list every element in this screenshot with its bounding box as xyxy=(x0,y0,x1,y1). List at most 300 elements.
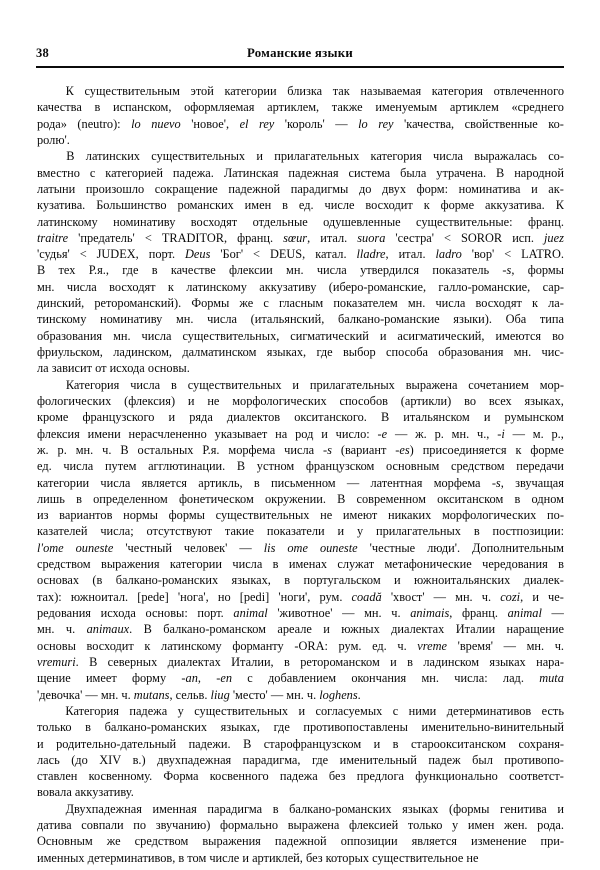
text-run: 'честные xyxy=(369,540,416,555)
text-run: парадигмы xyxy=(290,181,349,196)
word xyxy=(76,540,114,556)
text-run: сохраня- xyxy=(518,736,564,751)
word xyxy=(184,99,254,115)
text-run: и xyxy=(531,181,538,196)
word xyxy=(357,523,363,539)
word xyxy=(156,817,211,833)
example-italic: lladre xyxy=(356,247,386,262)
text-run: кузатива. xyxy=(37,198,86,213)
text-line xyxy=(37,752,564,768)
text-run: < xyxy=(79,247,87,262)
word xyxy=(423,654,479,670)
text-line xyxy=(37,181,564,197)
text-run: числа xyxy=(207,312,238,327)
text-run: косвенному. xyxy=(88,769,153,784)
word xyxy=(507,621,564,637)
text-run: средством xyxy=(37,557,91,572)
text-run: и xyxy=(298,703,306,718)
text-run: итальянском xyxy=(403,410,470,425)
word xyxy=(267,344,306,360)
text-run: (флексия) xyxy=(124,393,176,408)
word xyxy=(303,572,380,588)
text-run: сар- xyxy=(542,279,564,294)
text-run: тах): xyxy=(37,589,62,604)
text-run: — xyxy=(394,426,408,441)
word xyxy=(436,165,486,181)
word xyxy=(539,670,564,686)
example-italic: mutans xyxy=(133,687,170,702)
word xyxy=(37,442,49,458)
text-run: нормы xyxy=(123,508,158,523)
word xyxy=(168,409,175,425)
text-run: числа xyxy=(100,475,131,490)
text-run: [pede] xyxy=(137,589,169,604)
text-run: и xyxy=(168,410,176,425)
word xyxy=(124,393,175,409)
word xyxy=(323,442,332,458)
word xyxy=(163,621,266,637)
example-italic: ouneste xyxy=(75,540,114,555)
word xyxy=(105,719,207,735)
text-run: вовала аккузативу. xyxy=(37,785,134,800)
text-run: формы xyxy=(168,508,205,523)
word xyxy=(210,768,269,784)
text-run: со- xyxy=(548,149,564,164)
word xyxy=(100,523,133,539)
text-run: числе xyxy=(324,198,355,213)
text-run: Италии xyxy=(455,622,496,637)
text-run: в xyxy=(85,720,92,735)
word xyxy=(316,344,332,360)
text-run: французского xyxy=(82,410,155,425)
text-run: ч. xyxy=(65,622,76,637)
word xyxy=(477,426,489,442)
text-run: к xyxy=(167,279,174,294)
text-run: отдельные xyxy=(252,214,308,229)
text-run: и xyxy=(532,589,539,604)
example-italic: -s xyxy=(491,475,501,490)
word xyxy=(329,279,426,295)
text-run: основы: xyxy=(145,606,188,620)
text-run: но xyxy=(217,589,231,604)
word xyxy=(37,344,103,360)
text-run: романских xyxy=(177,198,234,213)
example-italic: -es xyxy=(395,442,410,457)
text-run: — xyxy=(503,638,516,653)
example-italic: ome xyxy=(287,540,308,555)
text-line xyxy=(37,850,564,866)
word xyxy=(337,491,345,507)
word xyxy=(66,83,74,99)
text-run: прилагательных xyxy=(309,377,395,392)
text-run: у xyxy=(356,524,364,539)
text-run: DEUS, xyxy=(269,247,306,262)
text-run: номинативу xyxy=(100,312,163,327)
text-line xyxy=(37,311,564,327)
text-run: форме xyxy=(530,442,564,457)
text-run: не xyxy=(207,393,220,408)
text-run: казателей xyxy=(37,524,88,539)
text-run: 'честный xyxy=(125,540,172,555)
word xyxy=(76,442,94,458)
example-italic: -i xyxy=(497,426,505,441)
text-run: в.) xyxy=(132,752,146,767)
text-run: в xyxy=(558,557,564,572)
word xyxy=(432,262,489,278)
word xyxy=(109,279,155,295)
text-run: ч. xyxy=(391,606,401,620)
text-run: 'предатель' xyxy=(78,230,135,245)
word xyxy=(447,703,532,719)
word xyxy=(189,736,231,752)
word xyxy=(145,230,152,246)
example-italic: vreme xyxy=(417,638,447,653)
word xyxy=(185,246,210,262)
word xyxy=(284,654,290,670)
word xyxy=(283,230,310,246)
word xyxy=(237,230,273,246)
text-run: форм: xyxy=(416,181,449,196)
example-italic: el xyxy=(239,116,249,131)
word xyxy=(220,246,243,262)
word xyxy=(533,426,544,442)
text-run: категория xyxy=(370,149,422,164)
word xyxy=(537,817,564,833)
word xyxy=(475,295,521,311)
word xyxy=(333,295,397,311)
text-run: 'нога', xyxy=(177,589,209,604)
word xyxy=(295,426,313,442)
text-run: именительный xyxy=(339,752,417,767)
word xyxy=(455,589,473,605)
text-run: существительных xyxy=(215,508,310,523)
word xyxy=(461,230,502,246)
text-run: одном xyxy=(531,491,564,506)
word xyxy=(404,116,454,132)
word xyxy=(310,377,395,393)
word xyxy=(259,279,316,295)
text-run: В xyxy=(496,165,505,180)
word xyxy=(492,475,504,491)
word xyxy=(552,328,564,344)
word xyxy=(401,393,451,409)
word xyxy=(454,670,487,686)
paragraph-indent xyxy=(37,83,55,99)
text-run: катал. xyxy=(315,247,347,262)
word xyxy=(525,393,564,409)
text-run: именуемым xyxy=(375,100,438,115)
word xyxy=(181,670,201,686)
text-run: с xyxy=(247,671,253,686)
text-run: чис- xyxy=(541,345,564,359)
word xyxy=(332,99,363,115)
word xyxy=(245,197,272,213)
text-run: имени xyxy=(87,426,121,441)
word xyxy=(474,523,480,539)
word xyxy=(120,442,128,458)
text-run: и xyxy=(394,573,401,588)
text-run: (артикли) xyxy=(400,393,452,408)
word xyxy=(289,556,327,572)
text-line xyxy=(37,116,564,132)
text-run: и xyxy=(323,622,330,637)
text-run: флексия xyxy=(37,426,80,441)
word xyxy=(263,295,268,311)
word xyxy=(278,589,310,605)
example-italic: l'ome xyxy=(37,540,64,555)
text-run: диалектах xyxy=(391,622,445,637)
word xyxy=(273,801,279,817)
text-run: числа xyxy=(316,263,347,278)
text-run: морфологических xyxy=(232,393,327,408)
word xyxy=(342,605,354,621)
word xyxy=(267,99,319,115)
word xyxy=(337,556,374,572)
text-run: щение xyxy=(37,671,71,686)
word xyxy=(288,817,340,833)
text-run: фонетическом xyxy=(178,491,254,506)
text-run: во xyxy=(464,393,476,408)
word xyxy=(390,654,397,670)
text-run: где xyxy=(316,345,333,359)
text-run: франц. xyxy=(462,606,498,620)
word xyxy=(489,393,512,409)
word xyxy=(468,377,529,393)
word xyxy=(289,801,391,817)
text-run: чередования xyxy=(482,557,548,572)
text-run: категория xyxy=(431,84,483,98)
text-run: ч. xyxy=(481,589,492,604)
text-run: — xyxy=(512,426,525,441)
word xyxy=(509,768,564,784)
text-run: фриульском, xyxy=(37,345,103,359)
word xyxy=(161,638,222,654)
text-line xyxy=(37,360,564,376)
example-italic: juez xyxy=(544,230,564,245)
word xyxy=(145,605,187,621)
word xyxy=(78,230,135,246)
word xyxy=(142,475,187,491)
word xyxy=(37,719,72,735)
text-line xyxy=(37,344,564,360)
text-run: путем xyxy=(104,459,137,474)
text-run: и xyxy=(292,377,300,392)
word xyxy=(532,491,564,507)
word xyxy=(547,507,564,523)
word xyxy=(514,491,520,507)
text-run: окситанского. xyxy=(294,410,367,425)
text-run: К xyxy=(555,198,564,213)
text-run: артиклем xyxy=(449,100,499,115)
word xyxy=(247,670,252,686)
word xyxy=(323,621,330,637)
example-italic: ouneste xyxy=(319,540,358,555)
text-run: не xyxy=(320,508,333,523)
text-run: числа xyxy=(435,296,466,311)
text-run: ж. xyxy=(37,442,49,457)
text-run: качества xyxy=(37,100,82,115)
text-run: произошло xyxy=(85,181,145,196)
text-run: мн. xyxy=(37,622,55,637)
word xyxy=(63,458,93,474)
word xyxy=(400,165,426,181)
text-run: мн. xyxy=(455,589,473,604)
word xyxy=(336,426,370,442)
text-run: 'качества, xyxy=(404,116,455,131)
text-run: звучанию) xyxy=(155,818,211,833)
text-run: только xyxy=(37,720,72,735)
text-run: способа xyxy=(386,345,428,359)
word xyxy=(221,719,260,735)
word xyxy=(435,295,465,311)
word xyxy=(500,589,523,605)
text-run: прилагательных xyxy=(375,524,461,539)
word xyxy=(270,246,305,262)
word xyxy=(540,833,564,849)
text-run: -ORA: xyxy=(294,638,328,653)
word xyxy=(37,99,82,115)
word xyxy=(130,377,160,393)
word xyxy=(116,572,218,588)
text-run: Двухпадежная xyxy=(65,801,142,816)
text-line xyxy=(37,83,564,99)
text-run: показатели xyxy=(266,524,325,539)
text-run: образования xyxy=(37,328,103,343)
word xyxy=(471,833,526,849)
text-run: французском xyxy=(305,459,375,474)
word xyxy=(357,246,389,262)
text-run: противопо- xyxy=(504,752,564,767)
text-run: балкано-романском xyxy=(163,622,266,637)
text-run: кроме xyxy=(37,410,69,425)
text-run: так xyxy=(332,84,350,98)
word xyxy=(89,262,109,278)
text-line xyxy=(37,801,564,817)
word xyxy=(194,703,288,719)
word xyxy=(37,295,84,311)
word xyxy=(215,426,268,442)
text-run: основным xyxy=(386,459,440,474)
text-line xyxy=(37,230,564,246)
text-run: у xyxy=(177,703,184,718)
text-line xyxy=(37,817,564,833)
word xyxy=(503,670,524,686)
word xyxy=(320,230,347,246)
text-run: мн. xyxy=(37,279,55,294)
word xyxy=(516,458,564,474)
text-run: существительным xyxy=(84,84,180,98)
example-italic: coadă xyxy=(351,589,382,604)
word xyxy=(341,442,387,458)
text-run: парадигма xyxy=(207,801,263,816)
word xyxy=(451,458,505,474)
example-italic: rey xyxy=(258,116,275,131)
text-run: В xyxy=(37,263,46,278)
word xyxy=(186,279,247,295)
word xyxy=(393,736,399,752)
text-run: Латинская xyxy=(223,165,279,180)
text-run: современном xyxy=(356,491,426,506)
text-run: лась xyxy=(37,752,60,767)
word xyxy=(37,752,60,768)
word xyxy=(108,654,158,670)
text-run: остальных xyxy=(137,442,194,457)
paragraph xyxy=(37,703,564,801)
text-run: В xyxy=(66,149,75,164)
text-run: порт. xyxy=(197,606,224,620)
example-italic: lo xyxy=(131,116,141,131)
text-run: свойственные xyxy=(464,116,538,131)
word xyxy=(472,752,493,768)
text-run: где xyxy=(273,720,290,735)
text-run: и xyxy=(390,654,397,669)
word xyxy=(191,214,237,230)
text-run: , xyxy=(520,589,524,604)
word xyxy=(435,246,461,262)
text-run: нара- xyxy=(536,654,564,669)
text-run: — xyxy=(433,589,447,604)
text-run: латинских xyxy=(85,149,140,164)
word xyxy=(274,148,359,164)
text-run: жен. xyxy=(503,818,528,833)
word xyxy=(153,801,197,817)
word xyxy=(500,801,547,817)
word xyxy=(417,638,447,654)
text-run: румынском xyxy=(504,410,564,425)
text-run: в xyxy=(272,557,279,572)
text-run: определенном xyxy=(93,491,168,506)
paragraph-indent xyxy=(37,703,55,719)
text-run: лад. xyxy=(502,671,524,686)
text-run: галло-романские, xyxy=(438,279,531,294)
word xyxy=(360,262,419,278)
word xyxy=(105,165,163,181)
word xyxy=(170,556,222,572)
word xyxy=(325,197,355,213)
word xyxy=(89,654,97,670)
word xyxy=(239,540,251,556)
word xyxy=(482,589,491,605)
text-run: языках, xyxy=(231,573,271,588)
text-line xyxy=(37,589,564,605)
word xyxy=(151,116,180,132)
text-run: форме xyxy=(440,198,475,213)
word xyxy=(300,654,380,670)
word xyxy=(485,197,545,213)
word xyxy=(496,165,504,181)
word xyxy=(341,833,398,849)
word xyxy=(191,295,229,311)
word xyxy=(275,833,327,849)
text-line xyxy=(37,572,564,588)
word xyxy=(178,197,234,213)
paragraph-indent xyxy=(37,148,55,164)
text-run: ретороманском xyxy=(300,654,380,669)
text-run: 'судья' xyxy=(37,247,70,262)
word xyxy=(171,377,177,393)
text-run: Р.я. xyxy=(202,442,220,457)
word xyxy=(393,703,398,719)
text-run: латинскому xyxy=(161,638,222,653)
text-run: языках, xyxy=(524,393,564,408)
word xyxy=(406,377,458,393)
word xyxy=(89,768,153,784)
word xyxy=(435,426,444,442)
word xyxy=(459,181,521,197)
example-italic: -s xyxy=(323,442,332,457)
text-run: показатель xyxy=(432,263,490,278)
text-run: датива xyxy=(37,818,72,833)
